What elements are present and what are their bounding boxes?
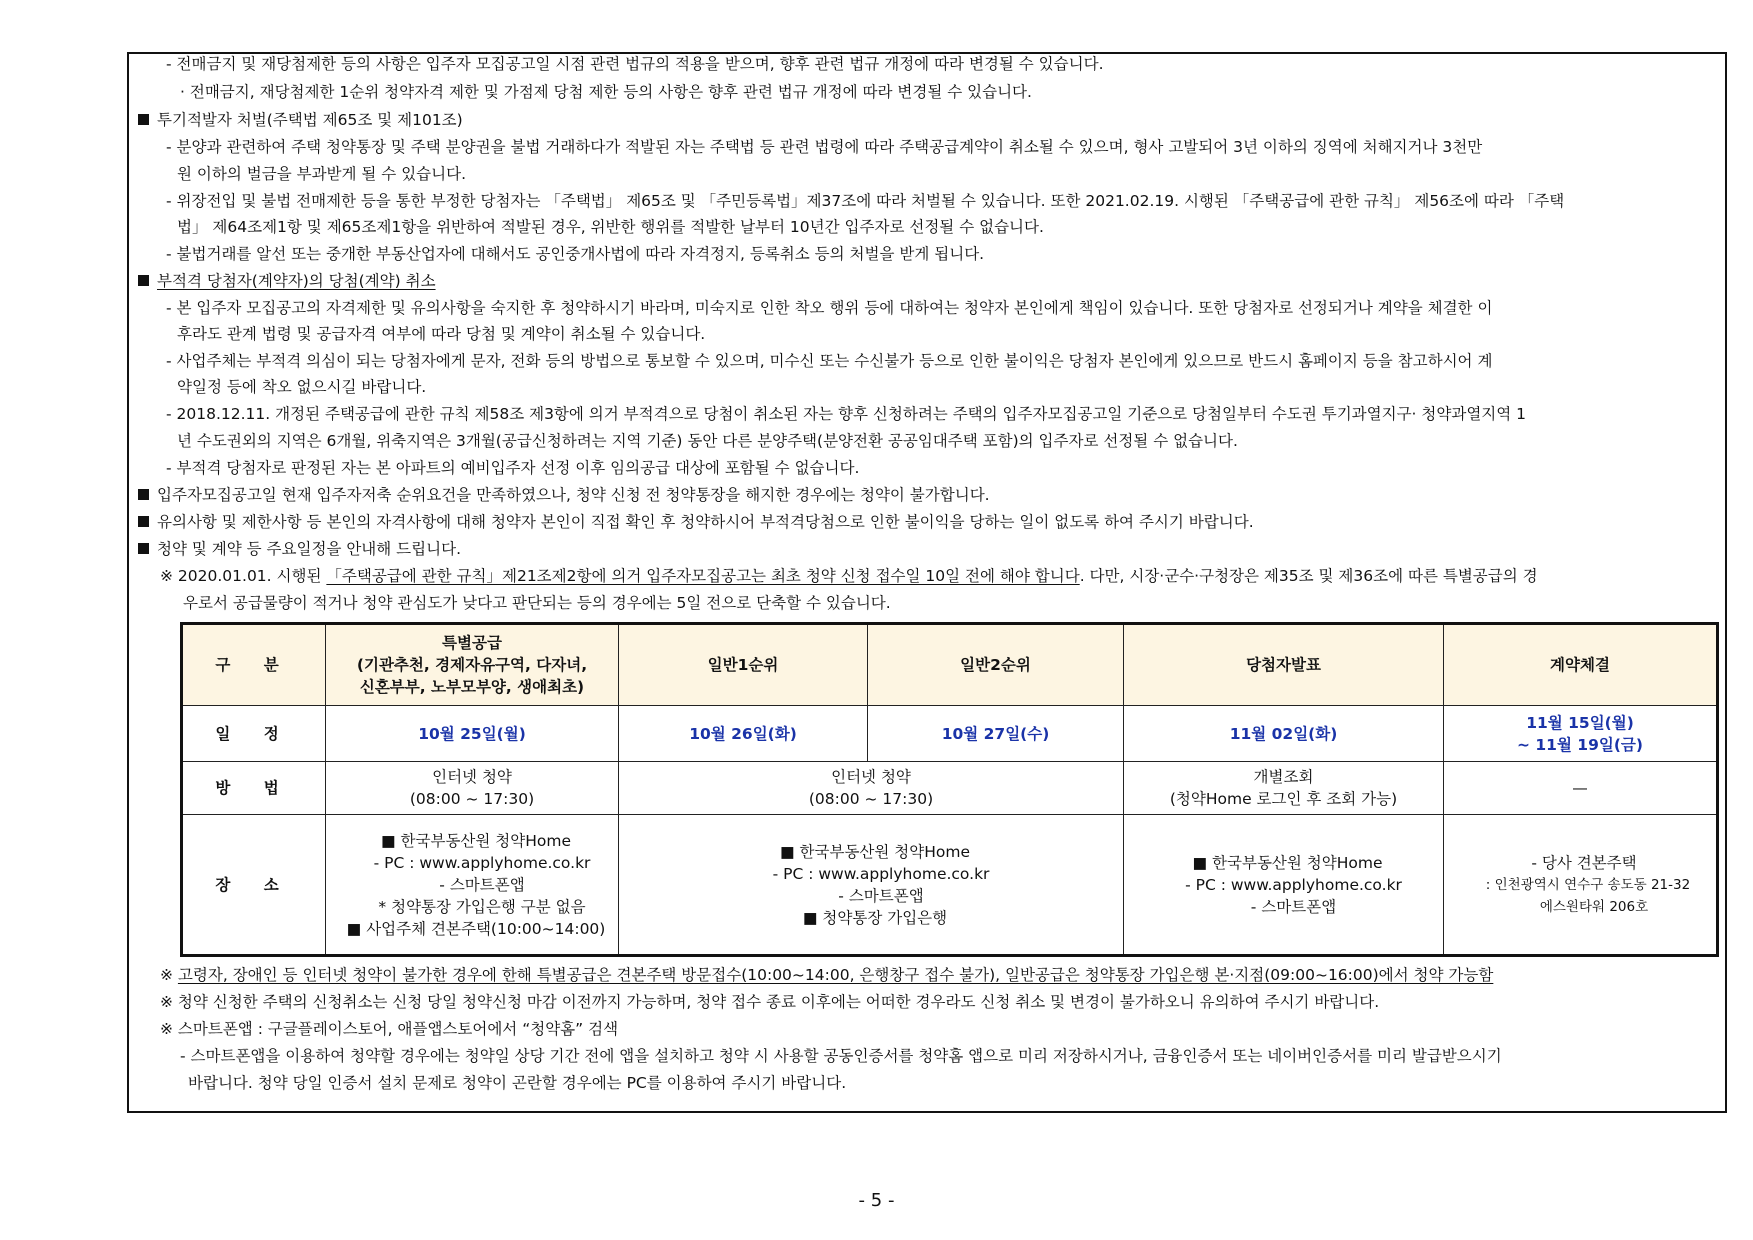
text-line: 원 이하의 벌금을 부과받게 될 수 있습니다. <box>177 165 467 183</box>
text-line: 약일정 등에 착오 없으시길 바랍니다. <box>177 378 427 396</box>
method-contract: — <box>1444 762 1718 815</box>
page-number: - 5 - <box>858 1190 895 1211</box>
schedule-special: 10월 25일(월) <box>326 706 619 762</box>
place-announce: ■ 한국부동산원 청약Home - PC : www.applyhome.co.kr - 스마트폰앱 <box>1124 815 1444 956</box>
text-line: - 2018.12.11. 개정된 주택공급에 관한 규칙 제58조 제3항에 의거 부적격으로 당첨이 취소된 자는 향후 신청하려는 주택의 입주자모집공고일 기준으로 당첨일부터 수도권 투기과열지구· 청약과열지역 1 <box>166 405 1527 423</box>
table-header-row <box>182 624 1718 706</box>
place-contract: - 당사 견본주택 : 인천광역시 연수구 송도동 21-32 에스원타워 206호 <box>1444 815 1718 956</box>
text-line: 후라도 관계 법령 및 공급자격 여부에 따라 당첨 및 계약이 취소될 수 있습니다. <box>177 325 706 343</box>
row-label-method: 방 법 <box>182 762 326 815</box>
note-line: ※ 청약 신청한 주택의 신청취소는 신청 당일 청약신청 마감 이전까지 가능하며, 청약 접수 종료 이후에는 어떠한 경우라도 신청 취소 및 변경이 불가하오니 유의하여 주시기 바랍니다. <box>160 993 1380 1011</box>
text-line: 년 수도권외의 지역은 6개월, 위축지역은 3개월(공급신청하려는 지역 기준) 동안 다른 분양주택(분양전환 공공임대주택 포함)의 입주자로 선정될 수 없습니다. <box>177 432 1238 450</box>
square-bullet-icon <box>138 543 149 554</box>
text-line: - 본 입주자 모집공고의 자격제한 및 유의사항을 숙지한 후 청약하시기 바라며, 미숙지로 인한 착오 행위 등에 대하여는 청약자 본인에게 책임이 있습니다. 또한 당첨자로 선정되거나 계약을 체결한 이 <box>166 299 1493 317</box>
schedule-table <box>180 622 1719 957</box>
note-line: ※ 2020.01.01. 시행된 「주택공급에 관한 규칙」제21조제2항에 의거 입주자모집공고는 최초 청약 신청 접수일 10일 전에 해야 합니다. 다만, 시장·군수·구청장은 제35조 및 제36조에 따른 특별공급의 경 <box>160 567 1538 585</box>
note-line: - 스마트폰앱을 이용하여 청약할 경우에는 청약일 상당 기간 전에 앱을 설치하고 청약 시 사용할 공동인증서를 청약홈 앱으로 미리 저장하시거나, 금융인증서 또는 네이버인증서를 미리 발급받으시기 <box>180 1047 1502 1065</box>
square-bullet-icon <box>138 489 149 500</box>
note-line: 바랍니다. 청약 당일 인증서 설치 문제로 청약이 곤란할 경우에는 PC를 이용하여 주시기 바랍니다. <box>188 1074 847 1092</box>
text-line: - 전매금지 및 재당첨제한 등의 사항은 입주자 모집공고일 시점 관련 법규의 적용을 받으며, 향후 관련 법규 개정에 따라 변경될 수 있습니다. <box>166 55 1104 73</box>
header-announce: 당첨자발표 <box>1124 624 1444 706</box>
text-line: - 사업주체는 부적격 의심이 되는 당첨자에게 문자, 전화 등의 방법으로 통보할 수 있으며, 미수신 또는 수신불가 등으로 인한 불이익은 당첨자 본인에게 있으므로 반드시 홈페이지 등을 참고하시어 계 <box>166 352 1493 370</box>
section-heading: 유의사항 및 제한사항 등 본인의 자격사항에 대해 청약자 본인이 직접 확인 후 청약하시어 부적격당첨으로 인한 불이익을 당하는 일이 없도록 하여 주시기 바랍니다. <box>138 512 1254 532</box>
schedule-announce: 11월 02일(화) <box>1124 706 1444 762</box>
square-bullet-icon <box>138 275 149 286</box>
note-line: ※ 스마트폰앱 : 구글플레이스토어, 애플앱스토어에서 “청약홈” 검색 <box>160 1020 619 1038</box>
header-special: 특별공급 (기관추천, 경제자유구역, 다자녀, 신혼부부, 노부모부양, 생애최초) <box>326 624 619 706</box>
square-bullet-icon <box>138 516 149 527</box>
row-label-schedule: 일 정 <box>182 706 326 762</box>
section-heading: 투기적발자 처벌(주택법 제65조 및 제101조) <box>138 110 463 130</box>
table-row-place <box>182 815 1718 956</box>
text-line: - 불법거래를 알선 또는 중개한 부동산업자에 대해서도 공인중개사법에 따라 자격정지, 등록취소 등의 처벌을 받게 됩니다. <box>166 245 985 263</box>
text-line: - 위장전입 및 불법 전매제한 등을 통한 부정한 당첨자는 「주택법」 제65조 및 「주민등록법」제37조에 따라 처벌될 수 있습니다. 또한 2021.02.19. 시행된 「주택공급에 관한 규칙」 제56조에 따라 「주택 <box>166 192 1565 210</box>
header-contract: 계약체결 <box>1444 624 1718 706</box>
method-special: 인터넷 청약 (08:00 ~ 17:30) <box>326 762 619 815</box>
place-general: ■ 한국부동산원 청약Home - PC : www.applyhome.co.kr - 스마트폰앱 ■ 청약통장 가입은행 <box>619 815 1124 956</box>
schedule-general2: 10월 27일(수) <box>868 706 1124 762</box>
header-general1: 일반1순위 <box>619 624 868 706</box>
table-row-method <box>182 762 1718 815</box>
text-line: - 부적격 당첨자로 판정된 자는 본 아파트의 예비입주자 선정 이후 임의공급 대상에 포함될 수 없습니다. <box>166 459 860 477</box>
note-line: 우로서 공급물량이 적거나 청약 관심도가 낮다고 판단되는 등의 경우에는 5일 전으로 단축할 수 있습니다. <box>183 594 891 612</box>
method-announce: 개별조회 (청약Home 로그인 후 조회 가능) <box>1124 762 1444 815</box>
square-bullet-icon <box>138 114 149 125</box>
table-row-schedule <box>182 706 1718 762</box>
schedule-general1: 10월 26일(화) <box>619 706 868 762</box>
section-heading: 입주자모집공고일 현재 입주자저축 순위요건을 만족하였으나, 청약 신청 전 청약통장을 해지한 경우에는 청약이 불가합니다. <box>138 485 990 505</box>
section-heading: 청약 및 계약 등 주요일정을 안내해 드립니다. <box>138 539 461 559</box>
text-line: 법」 제64조제1항 및 제65조제1항을 위반하여 적발된 경우, 위반한 행위를 적발한 날부터 10년간 입주자로 선정될 수 없습니다. <box>177 218 1044 236</box>
place-special: ■ 한국부동산원 청약Home - PC : www.applyhome.co.kr - 스마트폰앱 * 청약통장 가입은행 구분 없음 ■ 사업주체 견본주택(10:00~14:00) <box>326 815 619 956</box>
text-line: - 분양과 관련하여 주택 청약통장 및 주택 분양권을 불법 거래하다가 적발된 자는 주택법 등 관련 법령에 따라 주택공급계약이 취소될 수 있으며, 형사 고발되어 3년 이하의 징역에 처해지거나 3천만 <box>166 138 1483 156</box>
header-category: 구 분 <box>182 624 326 706</box>
schedule-contract: 11월 15일(월) ~ 11월 19일(금) <box>1444 706 1718 762</box>
note-line: ※ 고령자, 장애인 등 인터넷 청약이 불가한 경우에 한해 특별공급은 견본주택 방문접수(10:00~14:00, 은행창구 접수 불가), 일반공급은 청약통장 가입은행 본·지점(09:00~16:00)에서 청약 가능함 <box>160 966 1494 984</box>
header-general2: 일반2순위 <box>868 624 1124 706</box>
method-general: 인터넷 청약 (08:00 ~ 17:30) <box>619 762 1124 815</box>
text-line: · 전매금지, 재당첨제한 1순위 청약자격 제한 및 가점제 당첨 제한 등의 사항은 향후 관련 법규 개정에 따라 변경될 수 있습니다. <box>180 83 1032 101</box>
section-heading: 부적격 당첨자(계약자)의 당첨(계약) 취소 <box>138 271 436 291</box>
row-label-place: 장 소 <box>182 815 326 956</box>
